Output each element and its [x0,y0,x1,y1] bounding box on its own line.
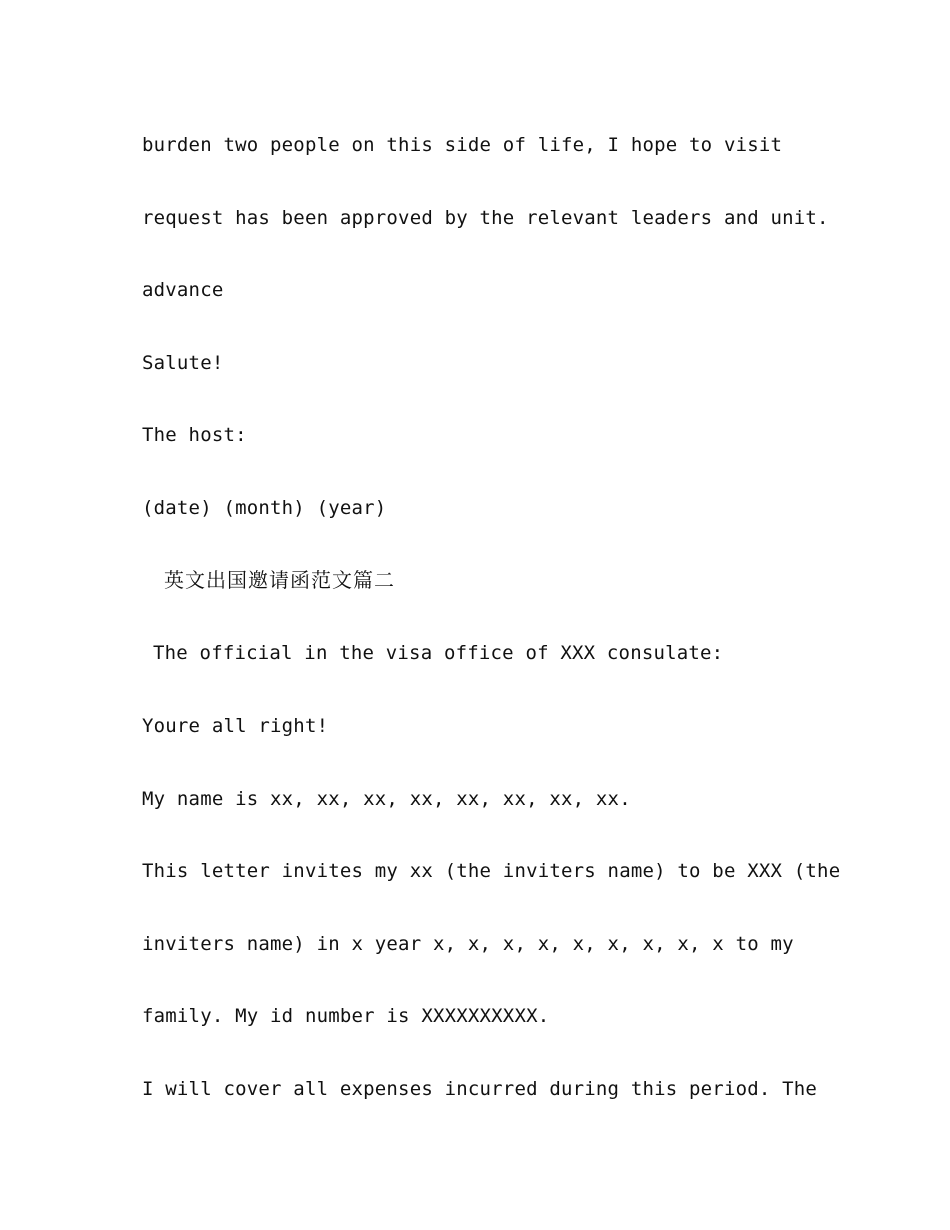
text-line: family. My id number is XXXXXXXXXX. [142,1005,550,1027]
text-line: My name is xx, xx, xx, xx, xx, xx, xx, xx. [142,788,631,810]
text-line: This letter invites my xx (the inviters name) to be XXX (the [142,860,841,882]
text-line: advance [142,279,224,301]
section-heading: 英文出国邀请函范文篇二 [164,568,395,592]
text-line: burden two people on this side of life, I hope to visit [142,134,783,156]
text-line: inviters name) in x year x, x, x, x, x, x, x, x, x to my [142,933,794,955]
host-label: The host: [142,424,247,446]
addressee-line: The official in the visa office of XXX consulate: [153,642,724,664]
greeting-line: Youre all right! [142,715,329,737]
date-line: (date) (month) (year) [142,497,387,519]
text-line: request has been approved by the relevant leaders and unit. [142,207,829,229]
salutation: Salute! [142,352,224,374]
text-line: I will cover all expenses incurred during this period. The [142,1078,818,1100]
